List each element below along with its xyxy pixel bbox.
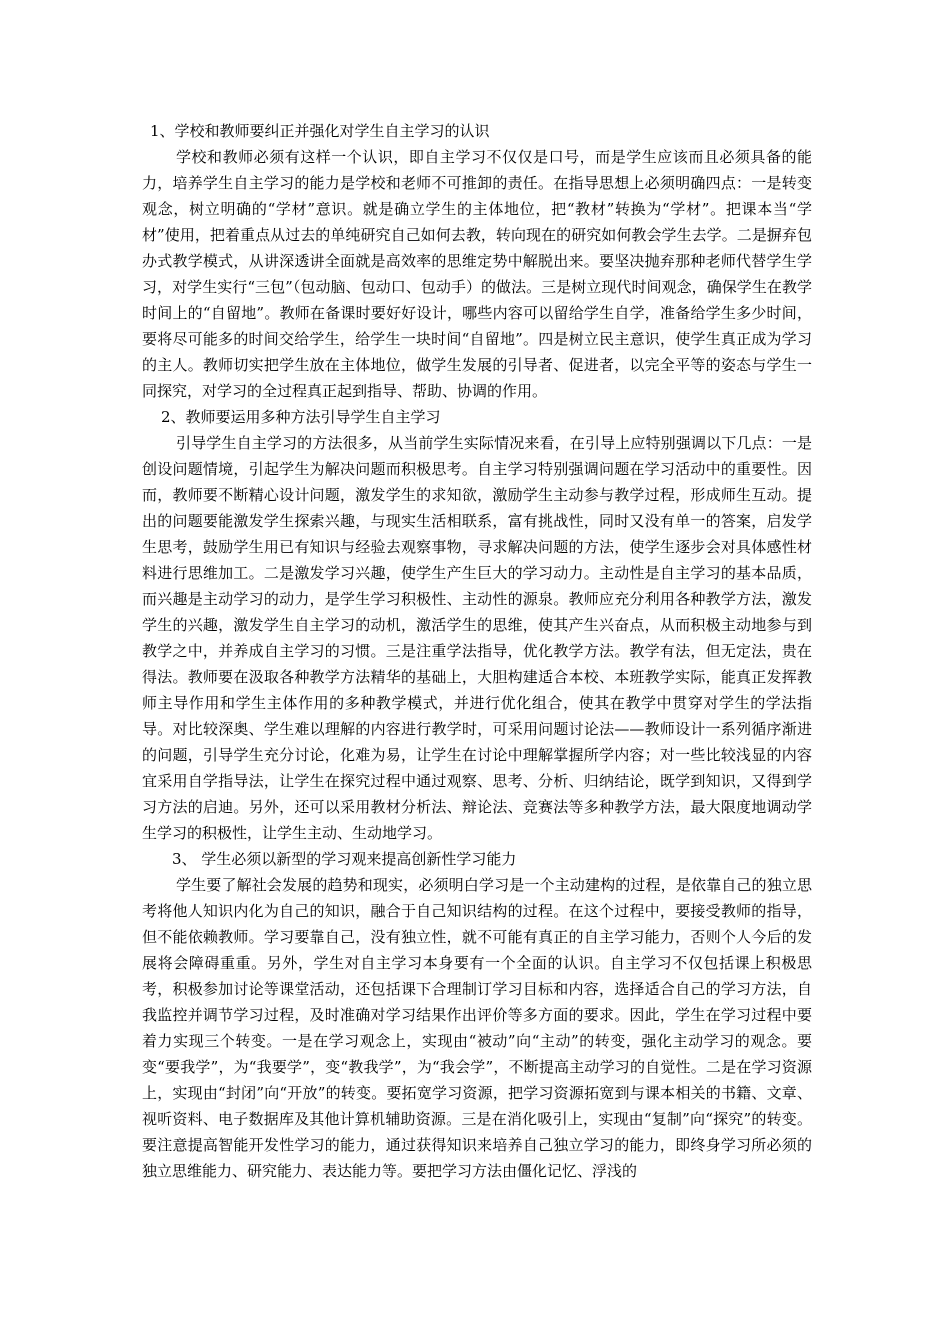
section-3-heading: 3、 学生必须以新型的学习观来提高创新性学习能力	[172, 850, 517, 868]
section-1-paragraph: 学校和教师必须有这样一个认识，即自主学习不仅仅是口号，而是学生应该而且必须具备的能力，培养学生自主学习的能力是学校和老师不可推卸的责任。在指导思想上必须明确四点：一是转变观念，树立明确的“学材”意识。就是确立学生的主体地位，把“教材”转换为“学材”。把课本当“学材”使用，把着重点从过去的单纯研究自己如何去教，转向现在的研究如何教会学生去学。二是摒弃包办式教学模式，从讲深透讲全面就是高效率的思维定势中解脱出来。要坚决抛弃那种老师代替学生学习，对学生实行“三包”（包动脑、包动口、包动手）的做法。三是树立现代时间观念，确保学生在教学时间上的“自留地”。教师在备课时要好好设计，哪些内容可以留给学生自学，准备给学生多少时间，要将尽可能多的时间交给学生，给学生一块时间“自留地”。四是树立民主意识，使学生真正成为学习的主人。教师切实把学生放在主体地位，做学生发展的引导者、促进者，以完全平等的姿态与学生一同探究，对学习的全过程真正起到指导、帮助、协调的作用。	[142, 148, 812, 400]
section-1-heading: 1、学校和教师要纠正并强化对学生自主学习的认识	[150, 122, 490, 140]
section-2-heading: 2、教师要运用多种方法引导学生自主学习	[161, 408, 441, 426]
section-2-paragraph: 引导学生自主学习的方法很多，从当前学生实际情况来看，在引导上应特别强调以下几点：一是创设问题情境，引起学生为解决问题而积极思考。自主学习特别强调问题在学习活动中的重要性。因而，教师要不断精心设计问题，激发学生的求知欲，激励学生主动参与教学过程，形成师生互动。提出的问题要能激发学生探索兴趣，与现实生活相联系，富有挑战性，同时又没有单一的答案，启发学生思考，鼓励学生用已有知识与经验去观察事物，寻求解决问题的方法，使学生逐步会对具体感性材料进行思维加工。二是激发学习兴趣，使学生产生巨大的学习动力。主动性是自主学习的基本品质，而兴趣是主动学习的动力，是学生学习积极性、主动性的源泉。教师应充分利用各种教学方法，激发学生的兴趣，激发学生自主学习的动机，激活学生的思维，使其产生兴奋点，从而积极主动地参与到教学之中，并养成自主学习的习惯。三是注重学法指导，优化教学方法。教学有法，但无定法，贵在得法。教师要在汲取各种教学方法精华的基础上，大胆构建适合本校、本班教学实际，能真正发挥教师主导作用和学生主体作用的多种教学模式，并进行优化组合，使其在教学中贯穿对学生的学法指导。对比较深奥、学生难以理解的内容进行教学时，可采用问题讨论法——教师设计一系列循序渐进的问题，引导学生充分讨论，化难为易，让学生在讨论中理解掌握所学内容；对一些比较浅显的内容宜采用自学指导法，让学生在探究过程中通过观察、思考、分析、归纳结论，既学到知识，又得到学习方法的启迪。另外，还可以采用教材分析法、辩论法、竞赛法等多种教学方法，最大限度地调动学生学习的积极性，让学生主动、生动地学习。	[142, 434, 812, 842]
section-3-paragraph: 学生要了解社会发展的趋势和现实，必须明白学习是一个主动建构的过程，是依靠自己的独立思考将他人知识内化为自己的知识，融合于自己知识结构的过程。在这个过程中，要接受教师的指导，但不能依赖教师。学习要靠自己，没有独立性，就不可能有真正的自主学习能力，否则个人今后的发展将会障碍重重。另外，学生对自主学习本身要有一个全面的认识。自主学习不仅包括课上积极思考，积极参加讨论等课堂活动，还包括课下合理制订学习目标和内容，选择适合自己的学习方法，自我监控并调节学习过程，及时准确对学习结果作出评价等多方面的要求。因此，学生在学习过程中要着力实现三个转变。一是在学习观念上，实现由“被动”向“主动”的转变，强化主动学习的观念。要变“要我学”，为“我要学”，变“教我学”，为“我会学”，不断提高主动学习的自觉性。二是在学习资源上，实现由“封闭”向“开放”的转变。要拓宽学习资源，把学习资源拓宽到与课本相关的书籍、文章、视听资料、电子数据库及其他计算机辅助资源。三是在消化吸引上，实现由“复制”向“探究”的转变。要注意提高智能开发性学习的能力，通过获得知识来培养自己独立学习的能力，即终身学习所必须的独立思维能力、研究能力、表达能力等。要把学习方法由僵化记忆、浮浅的	[142, 876, 812, 1180]
document-page	[142, 118, 812, 1184]
